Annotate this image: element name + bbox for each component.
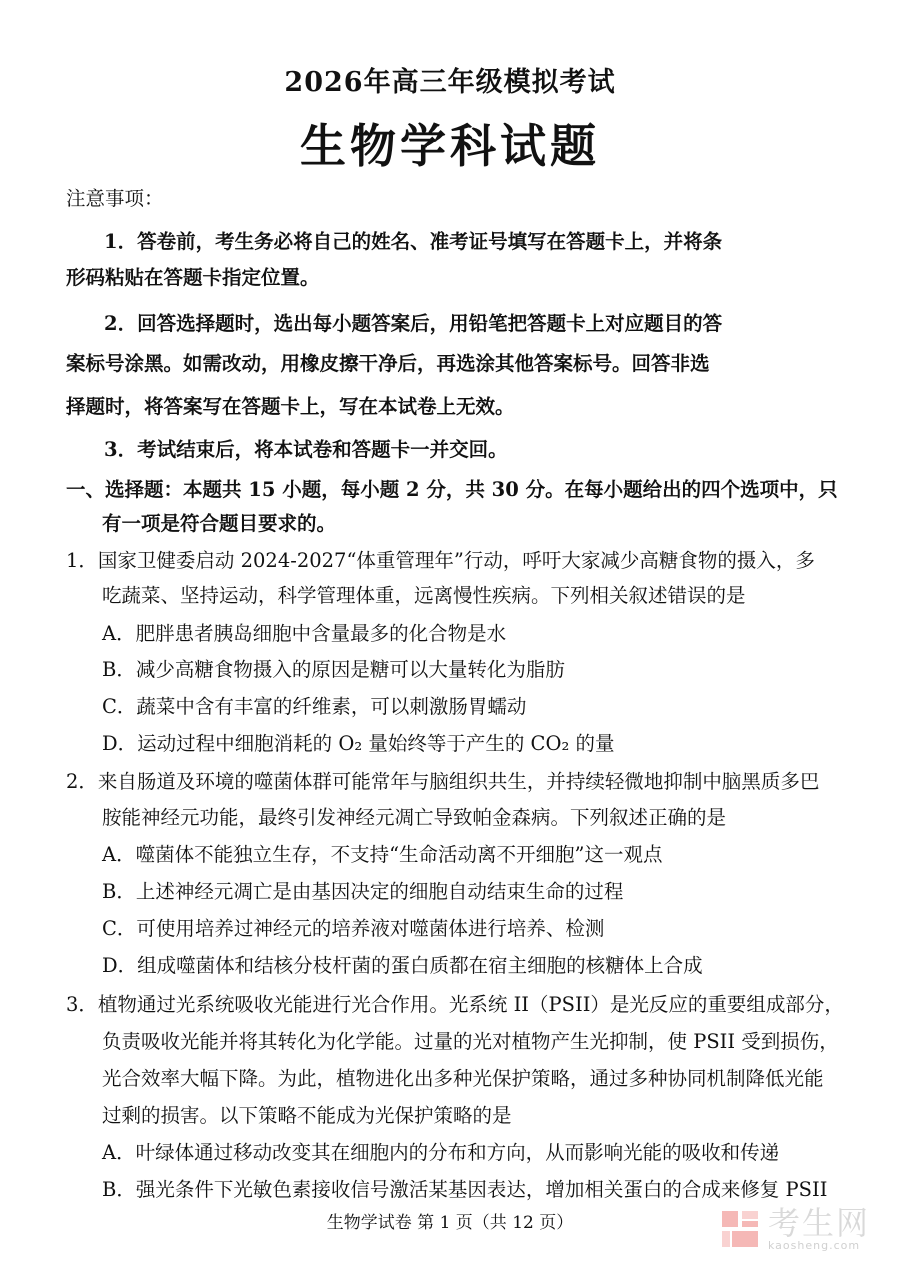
q2-stem-line-2: 胺能神经元功能，最终引发神经元凋亡导致帕金森病。下列叙述正确的是 (102, 806, 727, 829)
q1-option-d: D．运动过程中细胞消耗的 O₂ 量始终等于产生的 CO₂ 的量 (102, 732, 615, 755)
q3-stem-line-3: 光合效率大幅下降。为此，植物进化出多种光保护策略，通过多种协同机制降低光能 (102, 1067, 824, 1090)
q2-option-c: C．可使用培养过神经元的培养液对噬菌体进行培养、检测 (102, 917, 605, 940)
section-1-heading-line-2: 有一项是符合题目要求的。 (102, 512, 337, 535)
notice-heading: 注意事项： (66, 187, 164, 210)
q1-stem-line-1: 1．国家卫健委启动 2024-2027“体重管理年”行动，呼吁大家减少高糖食物的摄入，多 (66, 549, 815, 572)
notice-item-2-line-3: 择题时，将答案写在答题卡上，写在本试卷上无效。 (66, 395, 515, 418)
section-1-heading-line-1: 一、选择题：本题共 15 小题，每小题 2 分，共 30 分。在每小题给出的四个选项中，只 (66, 478, 838, 501)
notice-item-1-line-1: 1．答卷前，考生务必将自己的姓名、准考证号填写在答题卡上，并将条 (104, 230, 723, 253)
logo-bar-top-right (742, 1211, 758, 1219)
q3-stem-line-4: 过剩的损害。以下策略不能成为光保护策略的是 (102, 1104, 512, 1127)
page-footer: 生物学试卷 第 1 页（共 12 页） (326, 1213, 574, 1233)
q2-stem-line-1: 2．来自肠道及环境的噬菌体群可能常年与脑组织共生，并持续轻微地抑制中脑黑质多巴 (66, 770, 820, 793)
q2-option-a: A．噬菌体不能独立生存，不支持“生命活动离不开细胞”这一观点 (102, 843, 663, 866)
q3-option-a: A．叶绿体通过移动改变其在细胞内的分布和方向，从而影响光能的吸收和传递 (102, 1141, 780, 1164)
q3-option-b: B．强光条件下光敏色素接收信号激活某基因表达，增加相关蛋白的合成来修复 PSII (102, 1178, 828, 1201)
q1-option-c: C．蔬菜中含有丰富的纤维素，可以刺激肠胃蠕动 (102, 695, 527, 718)
notice-item-2-line-1: 2．回答选择题时，选出每小题答案后，用铅笔把答题卡上对应题目的答 (104, 312, 723, 335)
q2-option-d: D．组成噬菌体和结核分枝杆菌的蛋白质都在宿主细胞的核糖体上合成 (102, 954, 703, 977)
q1-stem-line-2: 吃蔬菜、坚持运动，科学管理体重，远离慢性疾病。下列相关叙述错误的是 (102, 584, 746, 607)
notice-item-2-line-2: 案标号涂黑。如需改动，用橡皮擦干净后，再选涂其他答案标号。回答非选 (66, 352, 710, 375)
q3-stem-line-1: 3．植物通过光系统吸收光能进行光合作用。光系统 II（PSII）是光反应的重要组成部分， (66, 993, 844, 1016)
logo-block-bottom-right (732, 1231, 758, 1247)
q3-stem-line-2: 负责吸收光能并将其转化为化学能。过量的光对植物产生光抑制，使 PSII 受到损伤， (102, 1030, 839, 1053)
kaosheng-logo-icon (718, 1207, 762, 1251)
exam-title: 2026年高三年级模拟考试 (284, 67, 616, 98)
q1-option-a: A．肥胖患者胰岛细胞中含量最多的化合物是水 (102, 622, 507, 645)
notice-item-3-line-1: 3．考试结束后，将本试卷和答题卡一并交回。 (104, 438, 508, 461)
logo-bar-bottom-left (722, 1231, 730, 1247)
q1-option-b: B．减少高糖食物摄入的原因是糖可以大量转化为脂肪 (102, 658, 565, 681)
watermark (718, 1198, 888, 1260)
notice-item-1-line-2: 形码粘贴在答题卡指定位置。 (66, 266, 320, 289)
q2-option-b: B．上述神经元凋亡是由基因决定的细胞自动结束生命的过程 (102, 880, 624, 903)
watermark-brand-en: kaosheng.com (768, 1239, 861, 1252)
logo-square-top-left (722, 1211, 738, 1227)
watermark-brand-cn: 考生网 (768, 1204, 871, 1242)
logo-bar-mid-right (742, 1221, 758, 1227)
subject-title: 生物学科试题 (300, 119, 600, 173)
